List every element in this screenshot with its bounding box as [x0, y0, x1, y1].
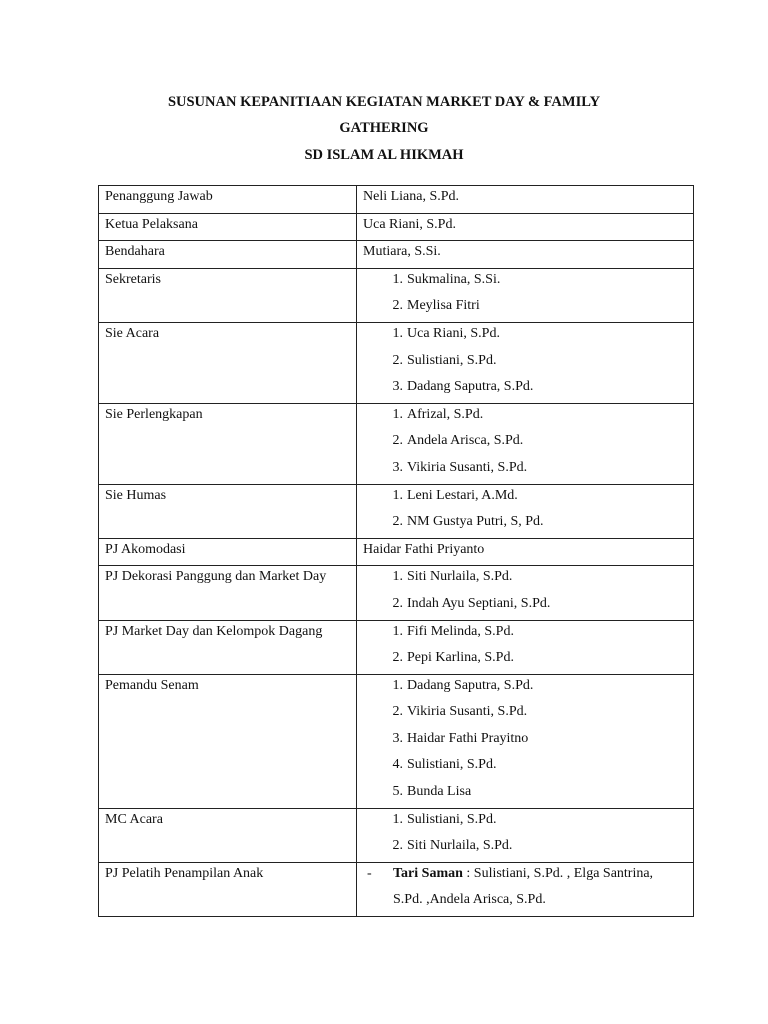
list-item	[363, 269, 687, 296]
list-number: 1.	[392, 811, 403, 827]
list-number: 1.	[392, 271, 403, 287]
member-name: Pepi Karlina, S.Pd.	[407, 650, 514, 666]
list-number: 2.	[392, 704, 403, 720]
role-cell	[99, 403, 357, 484]
member-name: Vikiria Susanti, S.Pd.	[407, 459, 528, 475]
member-name: Indah Ayu Septiani, S.Pd.	[407, 595, 551, 611]
list-item	[363, 295, 687, 322]
member-name: Siti Nurlaila, S.Pd.	[407, 569, 513, 585]
member-name: Mutiara, S.Si.	[363, 244, 441, 260]
members-cell	[357, 566, 694, 620]
member-name: Leni Lestari, A.Md.	[407, 487, 518, 503]
list-item	[363, 404, 687, 431]
list-item	[363, 511, 687, 538]
list-number: 2.	[392, 514, 403, 530]
list-number: 2.	[392, 352, 403, 368]
list-number: 2.	[392, 298, 403, 314]
role-label: Ketua Pelaksana	[105, 216, 198, 232]
member-name: Sulistiani, S.Pd.	[407, 352, 497, 368]
member-name: Fifi Melinda, S.Pd.	[407, 623, 514, 639]
members-cell	[357, 322, 694, 403]
list-item	[363, 728, 687, 755]
members-cell	[357, 620, 694, 674]
table-row	[99, 213, 694, 241]
role-cell	[99, 186, 357, 214]
list-item	[363, 485, 687, 512]
member-name: Uca Riani, S.Pd.	[407, 325, 500, 341]
members-cell	[357, 808, 694, 862]
list-number: 1.	[392, 677, 403, 693]
list-item	[363, 754, 687, 781]
table-row	[99, 484, 694, 538]
list-item	[363, 593, 687, 620]
role-label: PJ Dekorasi Panggung dan Market Day	[105, 569, 327, 585]
member-name: Sulistiani, S.Pd.	[407, 757, 497, 773]
members-cell	[357, 213, 694, 241]
member-name: Uca Riani, S.Pd.	[363, 216, 456, 232]
list-number: 1.	[392, 406, 403, 422]
list-number: 1.	[392, 569, 403, 585]
member-name: Meylisa Fitri	[407, 298, 480, 314]
member-name: Haidar Fathi Priyanto	[363, 541, 485, 557]
committee-table-body	[99, 186, 694, 917]
list-item	[363, 675, 687, 702]
document-title-school: SD ISLAM AL HIKMAH	[304, 147, 464, 163]
members-cell	[357, 403, 694, 484]
member-name: Sukmalina, S.Si.	[407, 271, 501, 287]
list-item	[363, 781, 687, 808]
list-item	[363, 621, 687, 648]
role-cell	[99, 322, 357, 403]
role-label: PJ Akomodasi	[105, 541, 186, 557]
list-number: 1.	[392, 623, 403, 639]
role-cell	[99, 241, 357, 269]
table-row	[99, 674, 694, 808]
members-cell	[357, 268, 694, 322]
role-cell	[99, 213, 357, 241]
list-number: 4.	[392, 757, 403, 773]
table-row	[99, 241, 694, 269]
performance-label: Tari Saman	[393, 865, 463, 881]
table-row	[99, 620, 694, 674]
dash-mark: -	[367, 865, 372, 881]
role-cell	[99, 268, 357, 322]
role-cell	[99, 566, 357, 620]
role-cell	[99, 484, 357, 538]
member-name: Haidar Fathi Prayitno	[407, 730, 529, 746]
member-name: Afrizal, S.Pd.	[407, 406, 484, 422]
trainer-names-continued: S.Pd. ,Andela Arisca, S.Pd.	[393, 892, 546, 908]
list-item	[363, 457, 687, 484]
list-item	[363, 323, 687, 350]
list-number: 3.	[392, 379, 403, 395]
table-row	[99, 268, 694, 322]
role-label: Penanggung Jawab	[105, 189, 213, 204]
table-row	[99, 808, 694, 862]
member-name: NM Gustya Putri, S, Pd.	[407, 514, 544, 530]
role-label: Pemandu Senam	[105, 677, 199, 693]
member-name: Sulistiani, S.Pd.	[407, 811, 497, 827]
member-name: Siti Nurlaila, S.Pd.	[407, 838, 513, 854]
role-label: PJ Pelatih Penampilan Anak	[105, 865, 264, 881]
members-cell	[357, 674, 694, 808]
list-number: 3.	[392, 459, 403, 475]
list-number: 2.	[392, 838, 403, 854]
role-cell	[99, 620, 357, 674]
role-cell	[99, 808, 357, 862]
list-number: 1.	[392, 325, 403, 341]
table-row	[99, 566, 694, 620]
list-item	[363, 350, 687, 377]
role-cell	[99, 538, 357, 566]
table-row	[99, 538, 694, 566]
list-item	[363, 809, 687, 836]
table-row	[99, 862, 694, 916]
role-label: Bendahara	[105, 244, 165, 260]
members-cell	[357, 862, 694, 916]
list-item	[363, 430, 687, 457]
list-number: 2.	[392, 433, 403, 449]
member-name: Dadang Saputra, S.Pd.	[407, 677, 534, 693]
document-title-line-2: GATHERING	[339, 120, 429, 136]
trainer-names: : Sulistiani, S.Pd. , Elga Santrina,	[462, 865, 654, 881]
list-number: 1.	[392, 487, 403, 503]
role-label: Sekretaris	[105, 271, 161, 287]
members-cell	[357, 241, 694, 269]
role-label: MC Acara	[105, 811, 163, 827]
document-title-line-1: SUSUNAN KEPANITIAAN KEGIATAN MARKET DAY & FAMILY	[167, 94, 601, 110]
table-row	[99, 403, 694, 484]
list-item	[363, 376, 687, 403]
list-item	[363, 647, 687, 674]
list-number: 5.	[392, 784, 403, 800]
role-label: Sie Humas	[105, 487, 167, 503]
list-item	[363, 835, 687, 862]
role-cell	[99, 674, 357, 808]
list-item	[363, 701, 687, 728]
role-label: Sie Perlengkapan	[105, 406, 203, 422]
committee-table	[98, 185, 694, 917]
role-label: PJ Market Day dan Kelompok Dagang	[105, 623, 323, 639]
member-name: Andela Arisca, S.Pd.	[407, 433, 524, 449]
member-name: Bunda Lisa	[407, 784, 472, 800]
list-number: 2.	[392, 650, 403, 666]
member-name: Neli Liana, S.Pd.	[363, 189, 460, 204]
role-cell	[99, 862, 357, 916]
members-cell	[357, 484, 694, 538]
list-number: 2.	[392, 595, 403, 611]
table-row	[99, 322, 694, 403]
members-cell	[357, 186, 694, 214]
list-item	[363, 566, 687, 593]
table-row	[99, 186, 694, 214]
dash-item	[363, 863, 687, 890]
member-name: Vikiria Susanti, S.Pd.	[407, 704, 528, 720]
list-number: 3.	[392, 730, 403, 746]
member-name: Dadang Saputra, S.Pd.	[407, 379, 534, 395]
role-label: Sie Acara	[105, 325, 160, 341]
members-cell	[357, 538, 694, 566]
